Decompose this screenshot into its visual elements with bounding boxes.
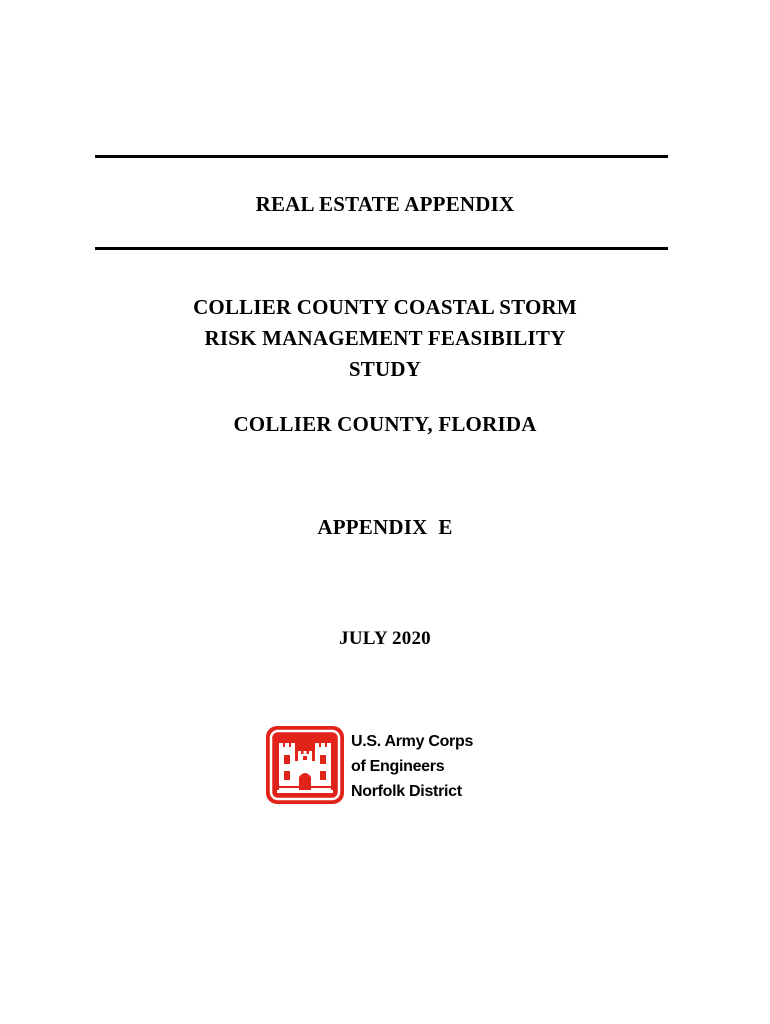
org-line: of Engineers [351,757,445,775]
study-title-line: RISK MANAGEMENT FEASIBILITY [204,326,566,350]
appendix-label: APPENDIX E [317,515,453,539]
org-line: U.S. Army Corps [351,732,474,750]
report-title: REAL ESTATE APPENDIX [255,192,515,216]
usace-logo [265,725,473,805]
bottom-rule [95,247,668,250]
study-title-line: COLLIER COUNTY COASTAL STORM [193,295,577,319]
organization-name [351,727,473,804]
top-rule [95,155,668,158]
location: COLLIER COUNTY, FLORIDA [233,412,537,436]
study-title-line: STUDY [348,357,422,381]
document-date: JULY 2020 [339,628,431,649]
study-title [0,292,770,385]
castle-icon [265,725,345,805]
org-line: Norfolk District [351,782,462,800]
